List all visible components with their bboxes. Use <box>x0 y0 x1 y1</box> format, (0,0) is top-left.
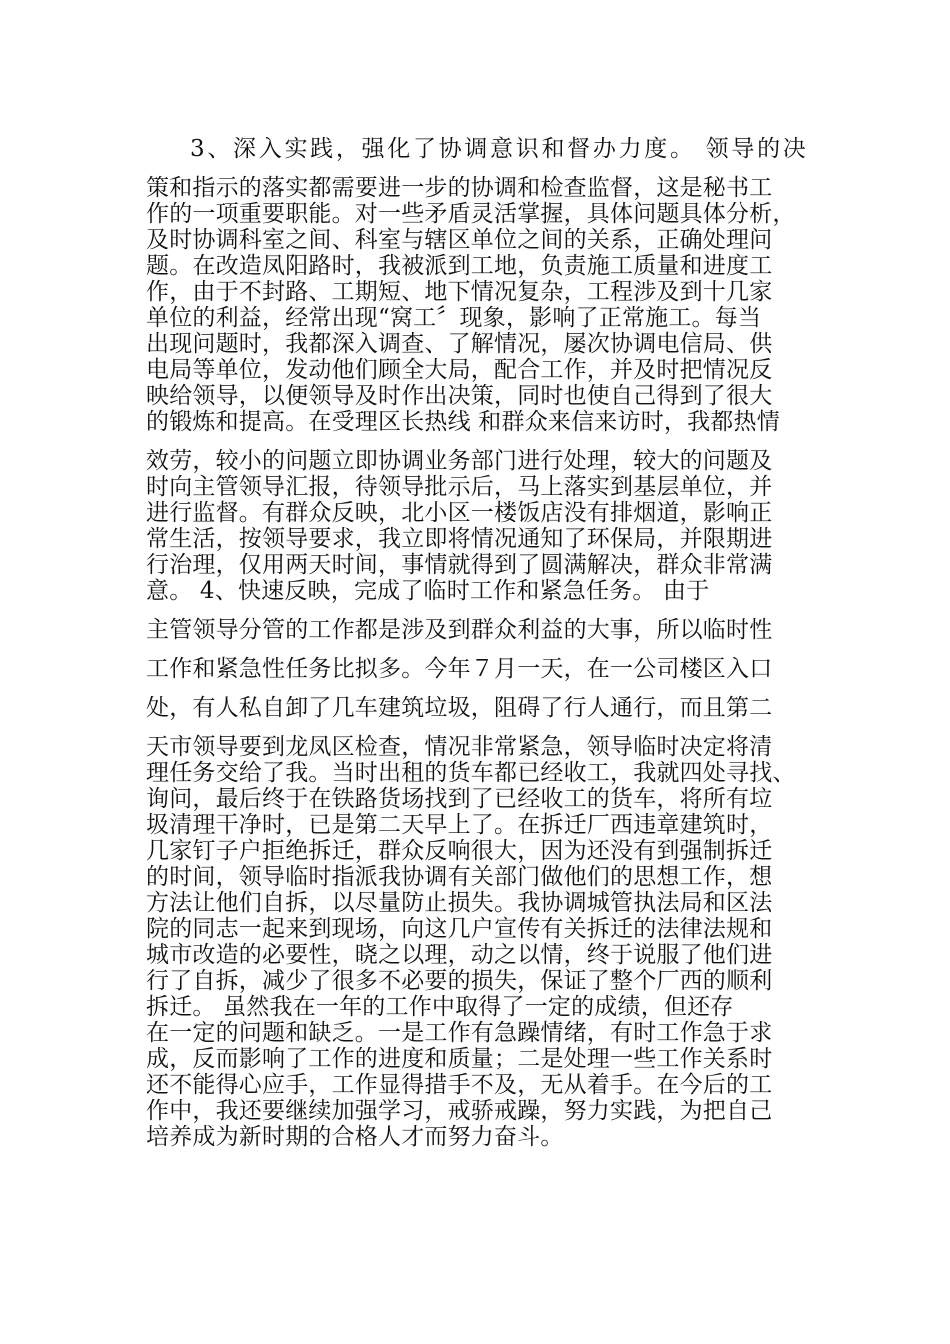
text-line: 作，由于不封路、工期短、地下情况复杂，工程涉及到十几家 <box>146 279 773 305</box>
text-line: 方法让他们自拆，以尽量防止损失。我协调城管执法局和区法 <box>146 890 773 916</box>
text-line: 意。 4、快速反映，完成了临时工作和紧急任务。 由于 <box>146 578 710 604</box>
text-line: 成，反而影响了工作的进度和质量；二是处理一些工作关系时 <box>146 1046 773 1072</box>
text-line: 几家钉子户拒绝拆迁，群众反响很大，因为还没有到强制拆迁 <box>146 838 773 864</box>
text-line: 题。在改造凤阳路时，我被派到工地，负责施工质量和进度工 <box>146 253 773 279</box>
text-line: 主管领导分管的工作都是涉及到群众利益的大事，所以临时性 <box>146 617 773 643</box>
text-line: 处，有人私自卸了几车建筑垃圾，阻碍了行人通行，而且第二 <box>146 695 773 721</box>
text-line: 培养成为新时期的合格人才而努力奋斗。 <box>146 1124 564 1150</box>
text-line: 询问，最后终于在铁路货场找到了已经收工的货车，将所有垃 <box>146 786 773 812</box>
text-line: 还不能得心应手，工作显得措手不及，无从着手。在今后的工 <box>146 1072 773 1098</box>
text-line: 效劳，较小的问题立即协调业务部门进行处理，较大的问题及 <box>146 448 773 474</box>
text-line: 作的一项重要职能。对一些矛盾灵活掌握，具体问题具体分析， <box>146 201 796 227</box>
text-line: 映给领导，以便领导及时作出决策，同时也使自己得到了很大 <box>146 383 773 409</box>
text-line: 工作和紧急性任务比拟多。今年７月一天，在一公司楼区入口 <box>146 656 773 682</box>
text-line: 天市领导要到龙凤区检查，情况非常紧急，领导临时决定将清 <box>146 734 773 760</box>
text-line: 电局等单位，发动他们顾全大局，配合工作，并及时把情况反 <box>146 357 773 383</box>
text-line: 的锻炼和提高。在受理区长热线 和群众来信来访时，我都热情 <box>146 409 780 435</box>
text-line: 在一定的问题和缺乏。一是工作有急躁情绪，有时工作急于求 <box>146 1020 773 1046</box>
text-line: 及时协调科室之间、科室与辖区单位之间的关系，正确处理问 <box>146 227 773 253</box>
text-line: 行了自拆，减少了很多不必要的损失，保证了整个厂西的顺利 <box>146 968 773 994</box>
text-line: 进行监督。有群众反映，北小区一楼饭店没有排烟道，影响正 <box>146 500 773 526</box>
text-line: 的时间，领导临时指派我协调有关部门做他们的思想工作，想 <box>146 864 773 890</box>
text-line: 圾清理干净时，已是第二天早上了。在拆迁厂西违章建筑时， <box>146 812 773 838</box>
text-line: 时向主管领导汇报，待领导批示后，马上落实到基层单位，并 <box>146 474 773 500</box>
text-line: 策和指示的落实都需要进一步的协调和检查监督，这是秘书工 <box>146 175 773 201</box>
text-line: 常生活，按领导要求，我立即将情况通知了环保局，并限期进 <box>146 526 773 552</box>
text-line: 院的同志一起来到现场，向这几户宣传有关拆迁的法律法规和 <box>146 916 773 942</box>
text-line: 拆迁。 虽然我在一年的工作中取得了一定的成绩，但还存 <box>146 994 734 1020</box>
text-line: 作中，我还要继续加强学习，戒骄戒躁，努力实践，为把自己 <box>146 1098 773 1124</box>
text-line: 城市改造的必要性，晓之以理，动之以情，终于说服了他们进 <box>146 942 773 968</box>
text-line: 单位的利益，经常出现“窝工〞现象，影响了正常施工。每当 <box>146 305 762 331</box>
text-line: 出现问题时，我都深入调查、了解情况，屡次协调电信局、供 <box>146 331 773 357</box>
text-line: 理任务交给了我。当时出租的货车都已经收工，我就四处寻找、 <box>146 760 796 786</box>
text-line: 3、深入实践，强化了协调意识和督办力度。 领导的决 <box>190 136 806 162</box>
text-line: 行治理，仅用两天时间，事情就得到了圆满解决，群众非常满 <box>146 552 773 578</box>
